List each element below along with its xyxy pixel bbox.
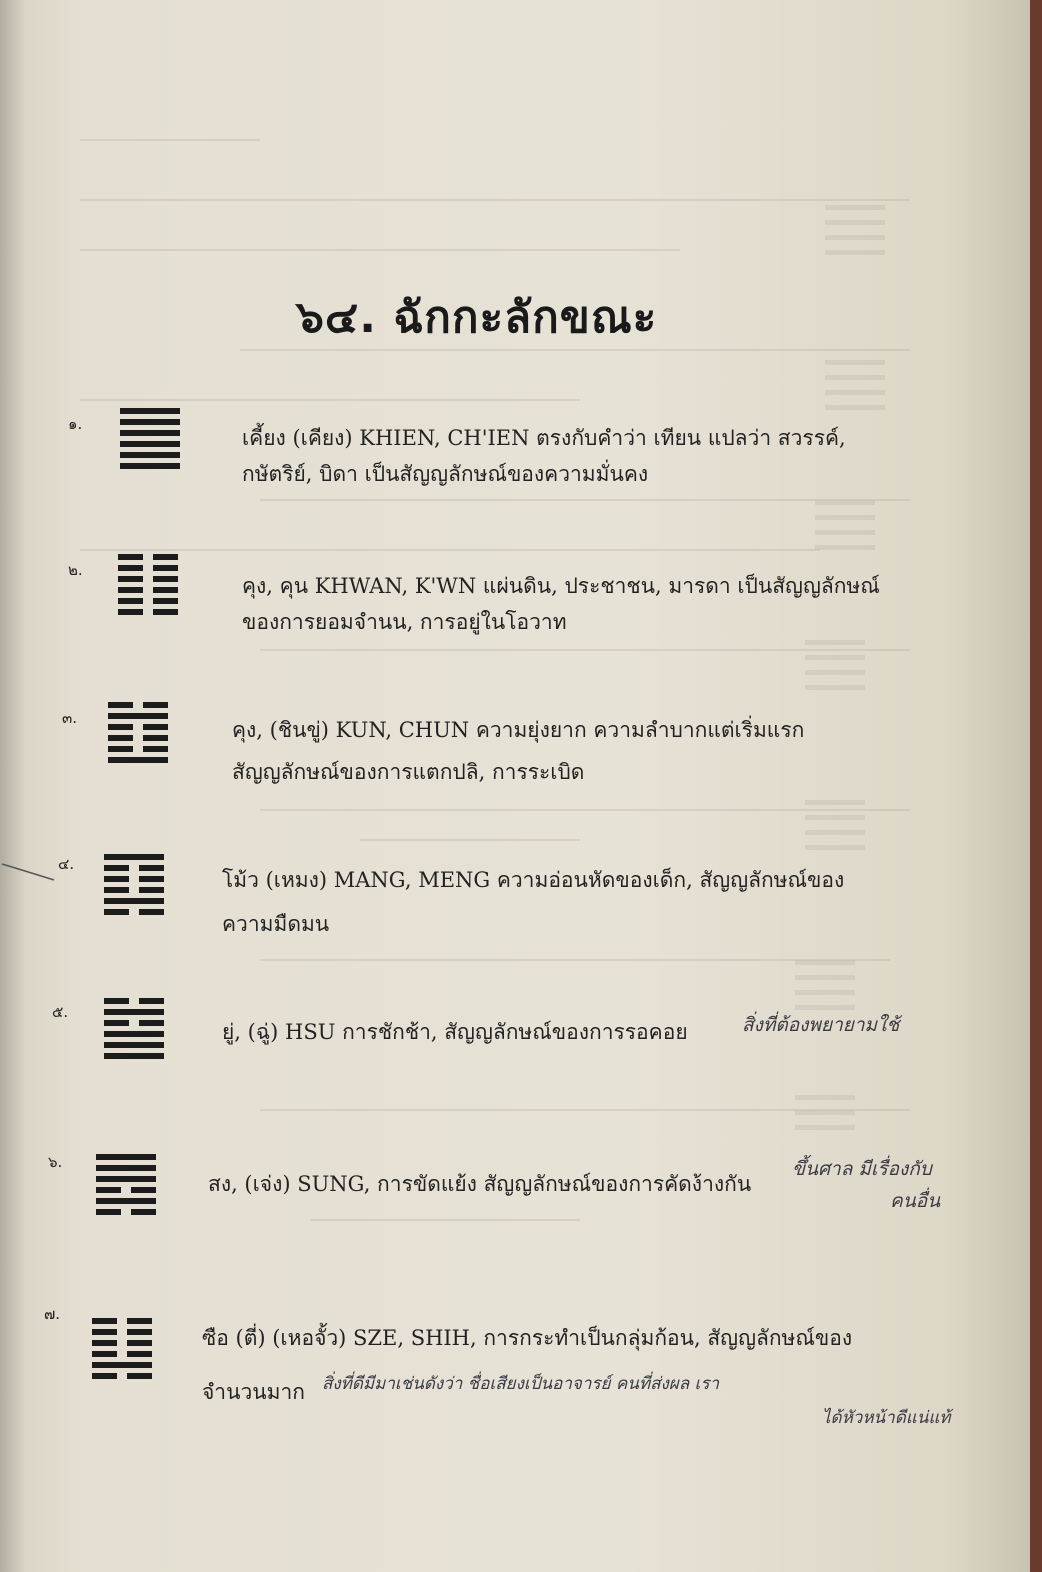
hexagram-line bbox=[143, 724, 168, 730]
hexagram-line bbox=[153, 565, 178, 571]
hexagram-line bbox=[120, 419, 180, 425]
entry-text-line-2: ของการยอมจำนน, การอยู่ในโอวาท bbox=[242, 610, 567, 634]
hexagram-line bbox=[104, 898, 164, 904]
hexagram-line bbox=[92, 1329, 117, 1335]
hexagram-line bbox=[104, 1009, 164, 1015]
handwritten-note: สิ่งที่ต้องพยายามใช้ bbox=[742, 1014, 900, 1036]
hexagram-line bbox=[120, 452, 180, 458]
entry-text-line-1: โม้ว (เหมง) MANG, MENG ความอ่อนหัดของเด็ก, สัญญลักษณ์ของ bbox=[222, 868, 845, 892]
hexagram-line bbox=[139, 887, 164, 893]
hexagram-line bbox=[120, 463, 180, 469]
hexagram-2-icon bbox=[118, 552, 182, 618]
hexagram-6-icon bbox=[96, 1152, 160, 1222]
entry-text-line-2: จำนวนมาก bbox=[202, 1380, 305, 1404]
hexagram-line bbox=[118, 565, 143, 571]
hexagram-line bbox=[139, 998, 164, 1004]
entry-number: ๗. bbox=[44, 1305, 61, 1323]
hexagram-line bbox=[153, 609, 178, 615]
hexagram-line bbox=[104, 1020, 129, 1026]
hexagram-line bbox=[118, 587, 143, 593]
spine-shadow bbox=[0, 0, 26, 1572]
hexagram-line bbox=[143, 702, 168, 708]
hexagram-line bbox=[139, 909, 164, 915]
hexagram-line bbox=[120, 430, 180, 436]
hexagram-line bbox=[108, 702, 133, 708]
page-title: ๖๔. ฉักกะลักขณะ bbox=[296, 292, 658, 343]
hexagram-line bbox=[139, 876, 164, 882]
hexagram-line bbox=[92, 1318, 117, 1324]
hexagram-line bbox=[96, 1165, 156, 1171]
entry-text-line-1: สง, (เจ่ง) SUNG, การขัดแย้ง สัญญลักษณ์ของการคัดง้างกัน bbox=[208, 1172, 752, 1196]
entry-text-line-1: คุง, คุน KHWAN, K'WN แผ่นดิน, ประชาชน, มารดา เป็นสัญญลักษณ์ bbox=[242, 574, 880, 598]
entry-text-line-1: คุง, (ชินขู่) KUN, CHUN ความยุ่งยาก ความลำบากแต่เริ่มแรก bbox=[232, 718, 805, 742]
hexagram-line bbox=[118, 598, 143, 604]
hexagram-line bbox=[104, 854, 164, 860]
hexagram-7-icon bbox=[92, 1316, 156, 1382]
hexagram-line bbox=[92, 1340, 117, 1346]
hexagram-line bbox=[139, 1020, 164, 1026]
hexagram-line bbox=[104, 876, 129, 882]
handwritten-note: ได้หัวหน้าดีแน่แท้ bbox=[822, 1408, 951, 1428]
handwritten-note: ขึ้นศาล มีเรื่องกับ bbox=[792, 1158, 932, 1180]
hexagram-line bbox=[118, 576, 143, 582]
hexagram-line bbox=[104, 1042, 164, 1048]
entry-text-line-2: ความมืดมน bbox=[222, 912, 330, 936]
entry-number: ๕. bbox=[52, 1003, 69, 1021]
hexagram-line bbox=[127, 1373, 152, 1379]
hexagram-line bbox=[96, 1154, 156, 1160]
hexagram-line bbox=[127, 1340, 152, 1346]
hexagram-3-icon bbox=[108, 700, 172, 766]
entry-number: ๑. bbox=[68, 415, 83, 433]
handwritten-note: สิ่งที่ดีมีมาเช่นดังว่า ชื่อเสียงเป็นอาจารย์ คนที่ส่งผล เรา bbox=[322, 1374, 720, 1394]
hexagram-line bbox=[120, 441, 180, 447]
hexagram-line bbox=[92, 1362, 152, 1368]
hexagram-line bbox=[92, 1351, 117, 1357]
hexagram-line bbox=[131, 1187, 156, 1193]
hexagram-line bbox=[120, 408, 180, 414]
hexagram-line bbox=[108, 746, 133, 752]
entry-number: ๓. bbox=[62, 709, 78, 727]
hexagram-line bbox=[127, 1351, 152, 1357]
hexagram-1-icon bbox=[120, 406, 184, 472]
hexagram-line bbox=[104, 865, 129, 871]
entry-number: ๒. bbox=[68, 561, 83, 579]
handwritten-note: คนอื่น bbox=[890, 1190, 941, 1212]
hexagram-line bbox=[153, 587, 178, 593]
hexagram-line bbox=[127, 1329, 152, 1335]
pencil-mark bbox=[0, 856, 60, 886]
hexagram-line bbox=[104, 1053, 164, 1059]
entry-text-line-2: สัญญลักษณ์ของการแตกปลิ, การระเบิด bbox=[232, 760, 585, 784]
hexagram-line bbox=[143, 735, 168, 741]
entry-number: ๖. bbox=[48, 1153, 63, 1171]
hexagram-line bbox=[92, 1373, 117, 1379]
entry-text-line-1: เคี้ยง (เคียง) KHIEN, CH'IEN ตรงกับคำว่า เทียน แปลว่า สวรรค์, bbox=[242, 426, 846, 450]
hexagram-line bbox=[153, 598, 178, 604]
hexagram-line bbox=[153, 576, 178, 582]
hexagram-line bbox=[104, 998, 129, 1004]
hexagram-5-icon bbox=[104, 996, 168, 1062]
entry-text-line-2: กษัตริย์, บิดา เป็นสัญญลักษณ์ของความมั่นคง bbox=[242, 462, 649, 486]
hexagram-line bbox=[118, 554, 143, 560]
hexagram-line bbox=[127, 1318, 152, 1324]
hexagram-line bbox=[96, 1198, 156, 1204]
hexagram-4-icon bbox=[104, 852, 168, 918]
entry-text-line-1: ยู่, (ฉู่) HSU การชักช้า, สัญญลักษณ์ของการรอคอย bbox=[222, 1020, 688, 1044]
entry-text-line-1: ซือ (ตี่) (เหอจั้ว) SZE, SHIH, การกระทำเป็นกลุ่มก้อน, สัญญลักษณ์ของ bbox=[202, 1326, 853, 1350]
hexagram-line bbox=[96, 1187, 121, 1193]
hexagram-line bbox=[96, 1176, 156, 1182]
hexagram-line bbox=[139, 865, 164, 871]
hexagram-line bbox=[104, 1031, 164, 1037]
entry-number: ๔. bbox=[58, 855, 75, 873]
hexagram-line bbox=[108, 757, 168, 763]
hexagram-line bbox=[143, 746, 168, 752]
hexagram-line bbox=[131, 1209, 156, 1215]
hexagram-line bbox=[108, 713, 168, 719]
hexagram-line bbox=[153, 554, 178, 560]
hexagram-line bbox=[118, 609, 143, 615]
hexagram-line bbox=[104, 887, 129, 893]
hexagram-line bbox=[96, 1209, 121, 1215]
hexagram-line bbox=[108, 735, 133, 741]
hexagram-line bbox=[104, 909, 129, 915]
hexagram-line bbox=[108, 724, 133, 730]
